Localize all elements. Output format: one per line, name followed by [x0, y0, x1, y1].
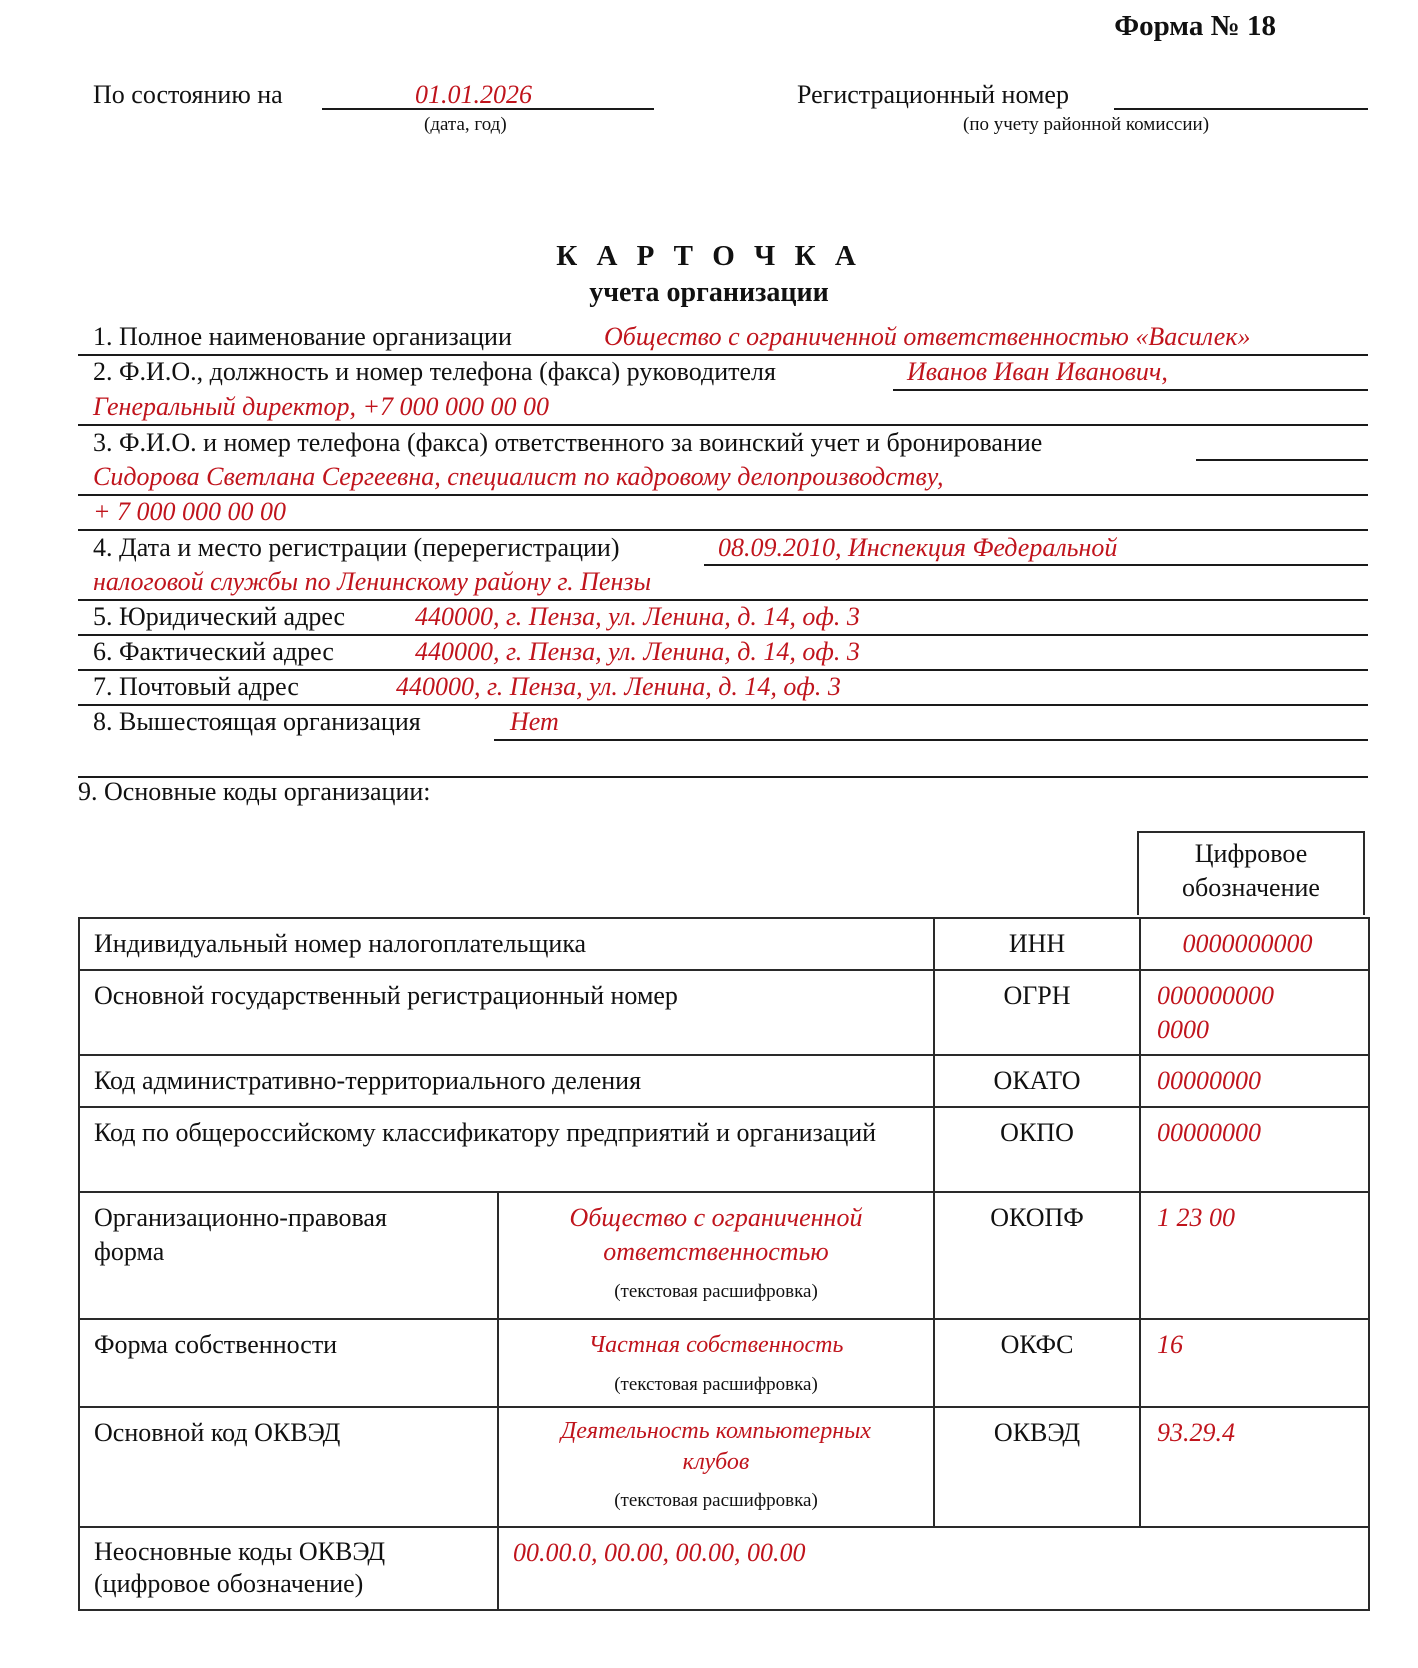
field-4-underline: [704, 564, 1368, 566]
decode-note: (текстовая расшифровка): [614, 1490, 818, 1511]
reg-number-label: Регистрационный номер: [797, 80, 1069, 109]
as-of-date-field[interactable]: 01.01.2026: [415, 80, 532, 109]
field-2-underline: [893, 389, 1368, 391]
row-label: Неосновные коды ОКВЭД (цифровое обозначение): [79, 1527, 498, 1610]
divider: [78, 704, 1368, 706]
as-of-label: По состоянию на: [93, 80, 283, 109]
table-row-inn: [79, 918, 1369, 970]
table-row-okfs: [79, 1319, 1369, 1407]
field-3-value-line2[interactable]: + 7 000 000 00 00: [93, 497, 287, 526]
field-8-value[interactable]: Нет: [510, 707, 559, 736]
okved-value[interactable]: 93.29.4: [1140, 1407, 1369, 1527]
form-number: Форма № 18: [1114, 10, 1276, 42]
table-row-okpo: [79, 1107, 1369, 1192]
okfs-decode[interactable]: Частная собственность: [588, 1332, 844, 1358]
divider: [78, 669, 1368, 671]
card-title: К А Р Т О Ч К А: [556, 240, 862, 272]
field-7-value[interactable]: 440000, г. Пенза, ул. Ленина, д. 14, оф. 3: [396, 672, 841, 701]
okopf-decode-cell: [498, 1192, 934, 1319]
code-name: ОКОПФ: [934, 1192, 1140, 1319]
field-7-label: 7. Почтовый адрес: [93, 672, 299, 701]
table-row-ogrn: [79, 970, 1369, 1055]
code-name: ОГРН: [934, 970, 1140, 1055]
ogrn-value[interactable]: 000000000 0000: [1140, 970, 1369, 1055]
codes-table: [78, 917, 1370, 1611]
decode-note: (текстовая расшифровка): [614, 1374, 818, 1395]
okato-value[interactable]: 00000000: [1140, 1055, 1369, 1107]
table-row-secondary-okved: [79, 1527, 1369, 1610]
row-label: Код административно-территориального деления: [79, 1055, 934, 1107]
field-5-value[interactable]: 440000, г. Пенза, ул. Ленина, д. 14, оф. 3: [415, 602, 860, 631]
okopf-decode[interactable]: Общество с ограниченной ответственностью: [569, 1203, 863, 1266]
decode-note: (текстовая расшифровка): [614, 1281, 818, 1302]
field-3-underline: [1196, 459, 1368, 461]
inn-value[interactable]: 0000000000: [1140, 918, 1369, 970]
field-1-value[interactable]: Общество с ограниченной ответственностью «Василек»: [604, 322, 1251, 351]
row-label: Индивидуальный номер налогоплательщика: [79, 918, 934, 970]
row-label: Форма собственности: [79, 1319, 498, 1407]
field-2-value-line2[interactable]: Генеральный директор, +7 000 000 00 00: [93, 392, 550, 421]
divider: [78, 494, 1368, 496]
field-8-label: 8. Вышестоящая организация: [93, 707, 421, 736]
okfs-decode-cell: [498, 1319, 934, 1407]
code-name: ОКПО: [934, 1107, 1140, 1192]
code-name: ИНН: [934, 918, 1140, 970]
field-4-value-line1[interactable]: 08.09.2010, Инспекция Федеральной: [718, 533, 1118, 562]
row-label: Код по общероссийскому классификатору предприятий и организаций: [79, 1107, 934, 1192]
field-8-underline: [494, 739, 1368, 741]
table-row-okopf: [79, 1192, 1369, 1319]
field-3-label: 3. Ф.И.О. и номер телефона (факса) ответственного за воинский учет и бронирование: [93, 428, 1043, 457]
table-row-okato: [79, 1055, 1369, 1107]
field-3-value-line1[interactable]: Сидорова Светлана Сергеевна, специалист по кадровому делопроизводству,: [93, 462, 944, 491]
field-9-label: 9. Основные коды организации:: [78, 777, 431, 806]
field-6-label: 6. Фактический адрес: [93, 637, 334, 666]
row-label: Организационно-правовая форма: [79, 1192, 498, 1319]
row-label: Основной государственный регистрационный номер: [79, 970, 934, 1055]
okfs-value[interactable]: 16: [1140, 1319, 1369, 1407]
reg-number-hint: (по учету районной комиссии): [963, 114, 1210, 135]
table-row-okved: [79, 1407, 1369, 1527]
reg-number-field[interactable]: [1114, 108, 1368, 110]
as-of-hint: (дата, год): [424, 114, 507, 135]
divider: [78, 634, 1368, 636]
secondary-okved-value[interactable]: 00.00.0, 00.00, 00.00, 00.00: [498, 1527, 1369, 1610]
divider: [78, 529, 1368, 531]
row-label: Основной код ОКВЭД: [79, 1407, 498, 1527]
field-4-value-line2[interactable]: налоговой службы по Ленинскому району г. Пензы: [93, 567, 652, 596]
field-2-value-line1[interactable]: Иванов Иван Иванович,: [907, 357, 1168, 386]
okved-decode[interactable]: Деятельность компьютерных клубов: [560, 1418, 872, 1475]
digital-code-header: Цифровое обозначение: [1137, 831, 1365, 915]
divider: [78, 354, 1368, 356]
code-name: ОКФС: [934, 1319, 1140, 1407]
okved-decode-cell: [498, 1407, 934, 1527]
divider: [78, 424, 1368, 426]
code-name: ОКАТО: [934, 1055, 1140, 1107]
divider: [78, 599, 1368, 601]
card-subtitle: учета организации: [589, 277, 829, 308]
code-name: ОКВЭД: [934, 1407, 1140, 1527]
field-6-value[interactable]: 440000, г. Пенза, ул. Ленина, д. 14, оф. 3: [415, 637, 860, 666]
field-1-label: 1. Полное наименование организации: [93, 322, 512, 351]
okpo-value[interactable]: 00000000: [1140, 1107, 1369, 1192]
okopf-value[interactable]: 1 23 00: [1140, 1192, 1369, 1319]
field-2-label: 2. Ф.И.О., должность и номер телефона (факса) руководителя: [93, 357, 776, 386]
field-5-label: 5. Юридический адрес: [93, 602, 346, 631]
field-4-label: 4. Дата и место регистрации (перерегистрации): [93, 533, 620, 562]
